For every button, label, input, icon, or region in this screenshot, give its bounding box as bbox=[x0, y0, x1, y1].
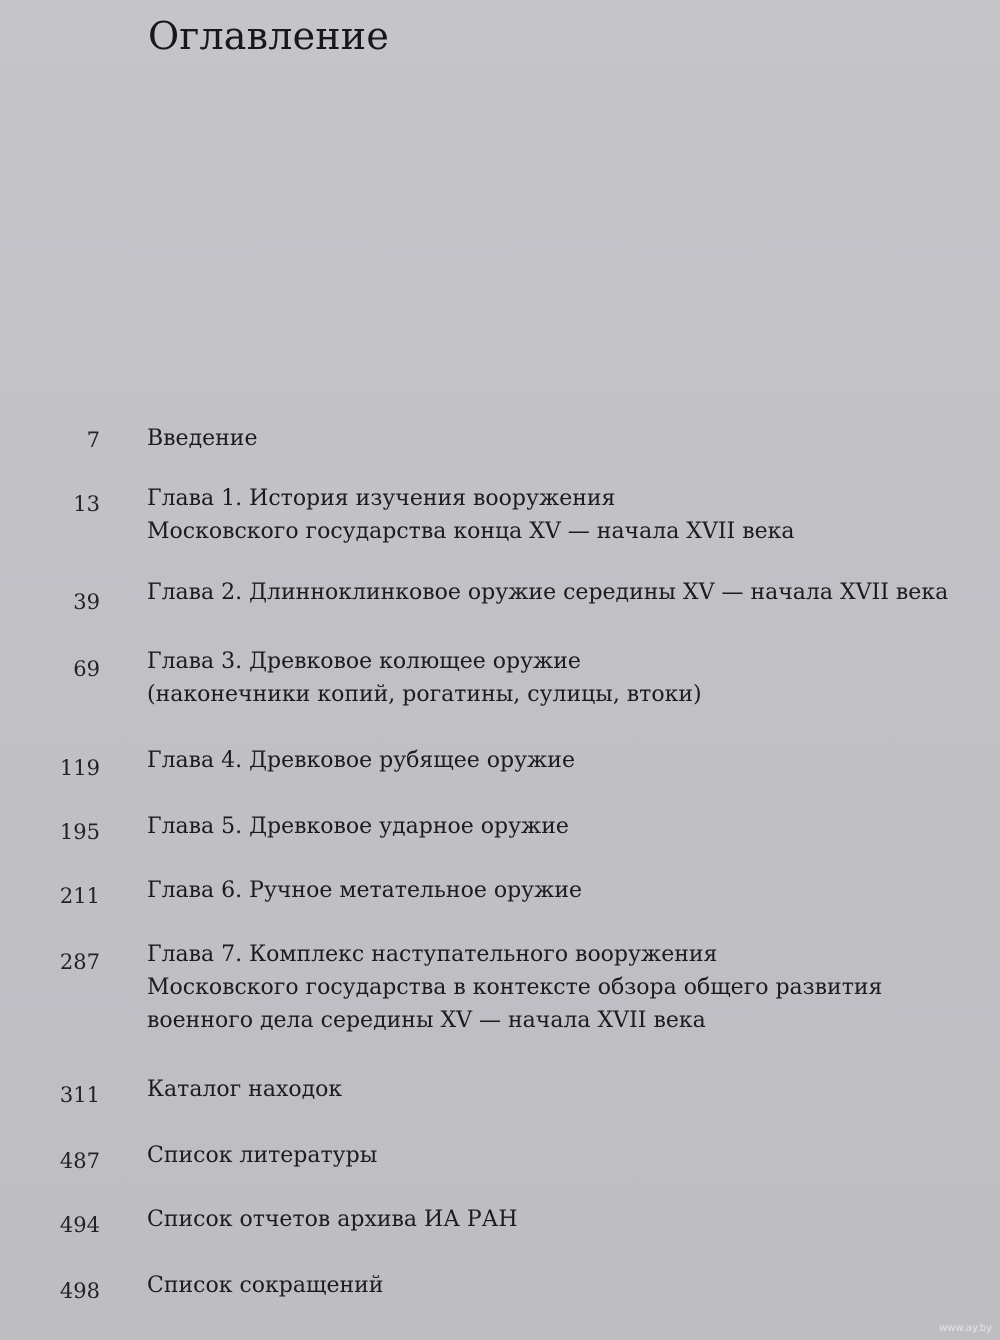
toc-page-number: 311 bbox=[59, 1083, 100, 1107]
toc-entry-line: Московского государства в контексте обзора общего развития bbox=[147, 975, 883, 1000]
toc-page-number: 13 bbox=[73, 492, 100, 516]
watermark: www.ay.by bbox=[939, 1323, 992, 1334]
toc-entry-line: Глава 1. История изучения вооружения bbox=[147, 486, 616, 511]
toc-page-number: 195 bbox=[59, 820, 100, 844]
toc-entry-title bbox=[147, 810, 947, 843]
toc-entry-line: Глава 7. Комплекс наступательного вооружения bbox=[147, 942, 718, 967]
toc-entry-line: Глава 2. Длинноклинковое оружие середины XV — начала XVII века bbox=[147, 580, 949, 605]
toc-entry-line: военного дела середины XV — начала XVII века bbox=[147, 1008, 706, 1033]
toc-entry-title bbox=[147, 1073, 947, 1106]
toc-entry-line: Московского государства конца XV — начала XVII века bbox=[147, 519, 795, 544]
toc-entry-title bbox=[147, 482, 947, 548]
toc-entry-title bbox=[147, 1203, 947, 1236]
toc-entry-line: (наконечники копий, рогатины, сулицы, втоки) bbox=[147, 682, 702, 707]
toc-page-number: 119 bbox=[59, 756, 100, 780]
toc-page-number: 498 bbox=[59, 1279, 100, 1303]
toc-entry-title bbox=[147, 874, 947, 907]
toc-entry-title bbox=[147, 422, 947, 455]
toc-entry-title bbox=[147, 645, 947, 711]
toc-entry-title bbox=[147, 1139, 947, 1172]
toc-entry-line: Глава 4. Древковое рубящее оружие bbox=[147, 748, 575, 773]
toc-entry-line: Каталог находок bbox=[147, 1077, 343, 1102]
toc-entry-title bbox=[147, 938, 947, 1037]
toc-page-number: 287 bbox=[59, 950, 100, 974]
toc-page-number: 7 bbox=[86, 428, 100, 452]
toc-entry-title bbox=[147, 744, 947, 777]
toc-entry-line: Глава 5. Древковое ударное оружие bbox=[147, 814, 569, 839]
page-title: Оглавление bbox=[148, 14, 390, 58]
toc-entry-line: Список литературы bbox=[147, 1143, 378, 1168]
toc-entry-line: Глава 6. Ручное метательное оружие bbox=[147, 878, 583, 903]
toc-page-number: 39 bbox=[73, 590, 100, 614]
toc-entry-line: Глава 3. Древковое колющее оружие bbox=[147, 649, 581, 674]
toc-page-number: 69 bbox=[73, 657, 100, 681]
toc-page-number: 494 bbox=[59, 1213, 100, 1237]
toc-entry-line: Введение bbox=[147, 426, 258, 451]
toc-entry-title bbox=[147, 576, 947, 609]
toc-entry-line: Список отчетов архива ИА РАН bbox=[147, 1207, 518, 1232]
toc-entry-title bbox=[147, 1269, 947, 1302]
toc-page-number: 211 bbox=[59, 884, 100, 908]
toc-entry-line: Список сокращений bbox=[147, 1273, 384, 1298]
toc-page-number: 487 bbox=[59, 1149, 100, 1173]
